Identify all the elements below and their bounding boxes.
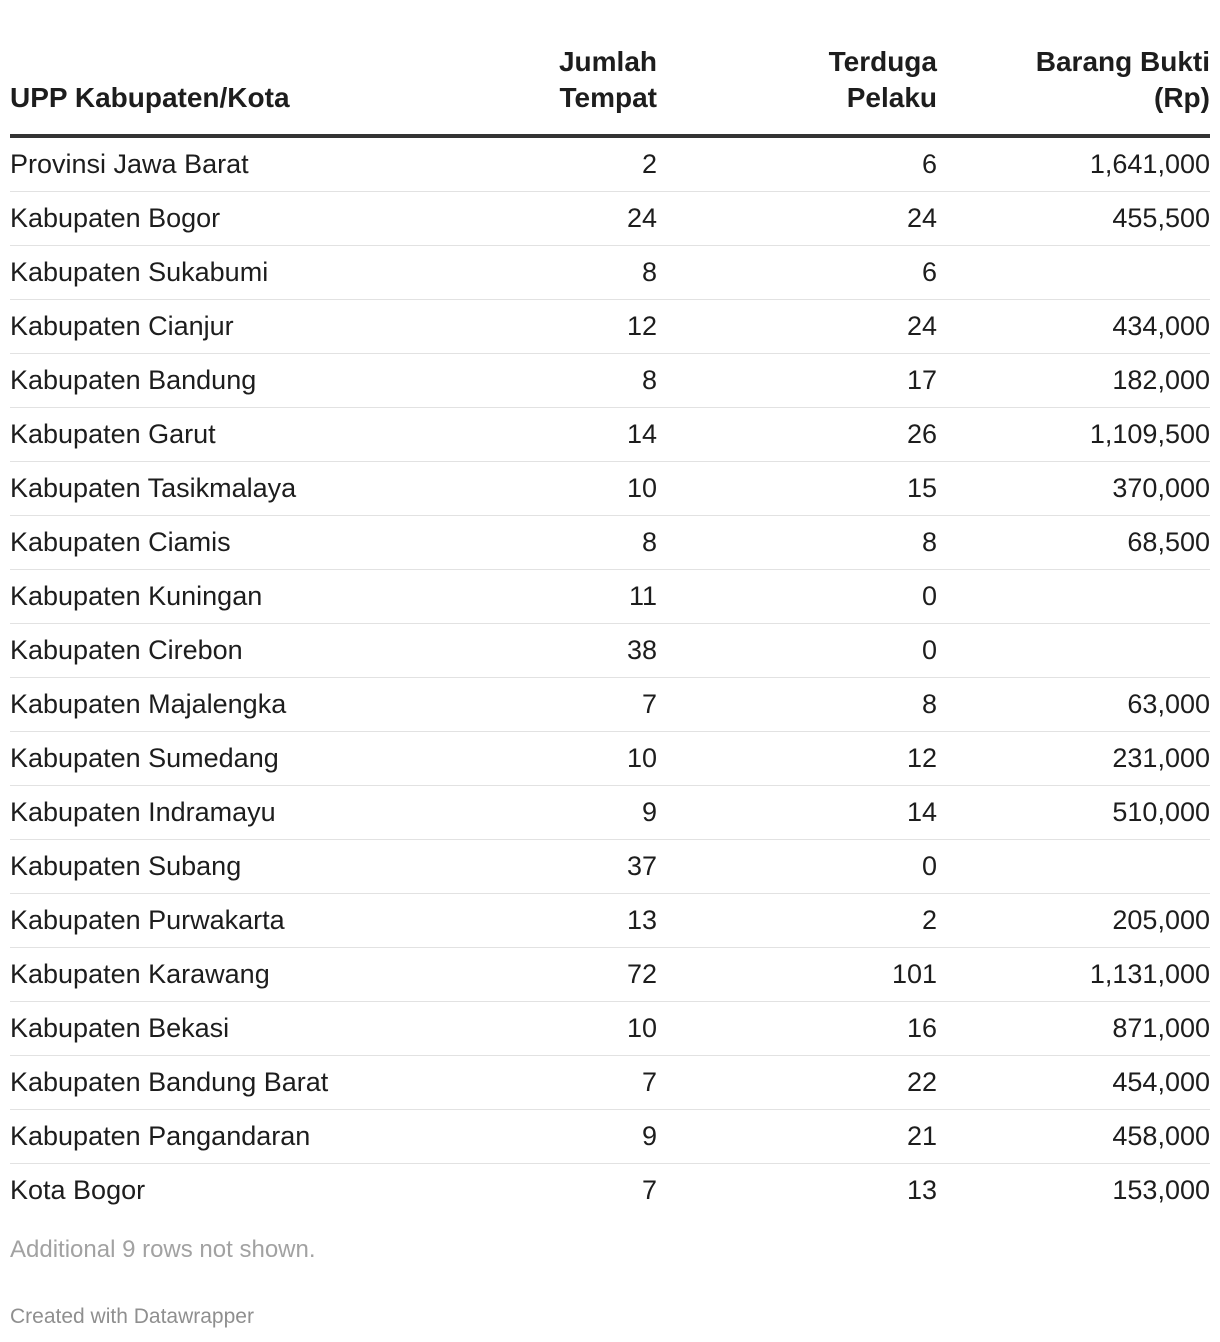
cell-jumlah-tempat: 37 (490, 840, 657, 894)
cell-name: Kabupaten Karawang (10, 948, 490, 1002)
table-row (10, 1002, 1210, 1056)
table-row (10, 840, 1210, 894)
header-barang-bukti-line2: (Rp) (1154, 82, 1210, 113)
data-table-container (10, 44, 1210, 1217)
cell-terduga-pelaku: 2 (657, 894, 937, 948)
table-row (10, 462, 1210, 516)
table-row (10, 732, 1210, 786)
cell-barang-bukti: 510,000 (937, 786, 1210, 840)
cell-barang-bukti: 205,000 (937, 894, 1210, 948)
cell-barang-bukti (937, 840, 1210, 894)
cell-terduga-pelaku: 22 (657, 1056, 937, 1110)
cell-terduga-pelaku: 17 (657, 354, 937, 408)
cell-barang-bukti (937, 570, 1210, 624)
cell-name: Kabupaten Tasikmalaya (10, 462, 490, 516)
cell-name: Kabupaten Cianjur (10, 300, 490, 354)
header-jumlah-tempat-line1: Jumlah (558, 46, 657, 77)
table-notes: Additional 9 rows not shown. (10, 1236, 316, 1263)
table-row (10, 1110, 1210, 1164)
cell-jumlah-tempat: 72 (490, 948, 657, 1002)
cell-name: Kabupaten Bandung Barat (10, 1056, 490, 1110)
cell-barang-bukti: 1,131,000 (937, 948, 1210, 1002)
cell-terduga-pelaku: 16 (657, 1002, 937, 1056)
table-body (10, 136, 1210, 1217)
header-barang-bukti[interactable] (937, 44, 1210, 136)
header-terduga-pelaku-line2: Pelaku (846, 82, 937, 113)
cell-barang-bukti: 871,000 (937, 1002, 1210, 1056)
cell-jumlah-tempat: 10 (490, 732, 657, 786)
cell-terduga-pelaku: 6 (657, 246, 937, 300)
table-row (10, 408, 1210, 462)
cell-terduga-pelaku: 24 (657, 192, 937, 246)
cell-name: Kabupaten Ciamis (10, 516, 490, 570)
cell-barang-bukti: 370,000 (937, 462, 1210, 516)
cell-terduga-pelaku: 0 (657, 624, 937, 678)
table-row (10, 894, 1210, 948)
cell-name: Kabupaten Bandung (10, 354, 490, 408)
cell-name: Kabupaten Indramayu (10, 786, 490, 840)
table-row (10, 136, 1210, 192)
header-upp-kabupaten-kota[interactable]: UPP Kabupaten/Kota (10, 44, 490, 136)
table-row (10, 354, 1210, 408)
cell-barang-bukti (937, 246, 1210, 300)
cell-name: Kabupaten Majalengka (10, 678, 490, 732)
cell-terduga-pelaku: 15 (657, 462, 937, 516)
table-row (10, 948, 1210, 1002)
cell-jumlah-tempat: 12 (490, 300, 657, 354)
cell-jumlah-tempat: 2 (490, 136, 657, 192)
cell-terduga-pelaku: 24 (657, 300, 937, 354)
cell-name: Kabupaten Kuningan (10, 570, 490, 624)
cell-name: Kabupaten Bekasi (10, 1002, 490, 1056)
cell-barang-bukti: 455,500 (937, 192, 1210, 246)
cell-barang-bukti: 458,000 (937, 1110, 1210, 1164)
header-jumlah-tempat[interactable] (490, 44, 657, 136)
cell-barang-bukti (937, 624, 1210, 678)
table-row (10, 786, 1210, 840)
cell-jumlah-tempat: 38 (490, 624, 657, 678)
table-row (10, 516, 1210, 570)
cell-jumlah-tempat: 7 (490, 678, 657, 732)
cell-jumlah-tempat: 8 (490, 246, 657, 300)
cell-barang-bukti: 153,000 (1112, 1175, 1210, 1205)
table-row (10, 300, 1210, 354)
cell-jumlah-tempat: 13 (490, 894, 657, 948)
datawrapper-credit[interactable]: Created with Datawrapper (10, 1305, 254, 1328)
cell-terduga-pelaku: 12 (657, 732, 937, 786)
table-row (10, 570, 1210, 624)
cell-barang-bukti: 1,641,000 (937, 136, 1210, 192)
cell-jumlah-tempat: 8 (490, 516, 657, 570)
cell-name: Kabupaten Bogor (10, 192, 490, 246)
cell-jumlah-tempat: 10 (490, 462, 657, 516)
cell-terduga-pelaku: 0 (657, 570, 937, 624)
cell-jumlah-tempat: 9 (490, 1110, 657, 1164)
table-row (10, 1164, 1210, 1218)
cell-barang-bukti: 182,000 (937, 354, 1210, 408)
cell-name: Kabupaten Garut (10, 408, 490, 462)
cell-name: Kabupaten Sumedang (10, 732, 490, 786)
cell-name: Kabupaten Subang (10, 840, 490, 894)
cell-jumlah-tempat: 10 (490, 1002, 657, 1056)
cell-terduga-pelaku: 8 (657, 678, 937, 732)
header-terduga-pelaku[interactable] (657, 44, 937, 136)
cell-name: Kabupaten Cirebon (10, 624, 490, 678)
cell-barang-bukti: 454,000 (937, 1056, 1210, 1110)
cell-jumlah-tempat: 9 (490, 786, 657, 840)
cell-terduga-pelaku: 13 (906, 1175, 937, 1205)
cell-terduga-pelaku: 14 (657, 786, 937, 840)
cell-jumlah-tempat: 24 (490, 192, 657, 246)
data-table (10, 44, 1210, 1217)
cell-terduga-pelaku: 21 (657, 1110, 937, 1164)
cell-terduga-pelaku: 0 (657, 840, 937, 894)
cell-name: Provinsi Jawa Barat (10, 136, 490, 192)
cell-barang-bukti: 434,000 (937, 300, 1210, 354)
cell-barang-bukti: 231,000 (937, 732, 1210, 786)
cell-jumlah-tempat: 7 (641, 1175, 657, 1205)
table-row (10, 1056, 1210, 1110)
cell-barang-bukti: 68,500 (937, 516, 1210, 570)
cell-barang-bukti: 63,000 (937, 678, 1210, 732)
header-terduga-pelaku-line1: Terduga (828, 46, 937, 77)
cell-terduga-pelaku: 26 (657, 408, 937, 462)
header-barang-bukti-line1: Barang Bukti (1035, 46, 1210, 77)
cell-terduga-pelaku: 8 (657, 516, 937, 570)
cell-name: Kabupaten Pangandaran (10, 1110, 490, 1164)
table-row (10, 678, 1210, 732)
table-header (10, 44, 1210, 136)
table-row (10, 246, 1210, 300)
cell-name: Kota Bogor (10, 1175, 146, 1205)
cell-jumlah-tempat: 7 (490, 1056, 657, 1110)
table-row (10, 192, 1210, 246)
cell-name: Kabupaten Sukabumi (10, 246, 490, 300)
cell-jumlah-tempat: 14 (490, 408, 657, 462)
cell-jumlah-tempat: 11 (490, 570, 657, 624)
cell-barang-bukti: 1,109,500 (937, 408, 1210, 462)
header-jumlah-tempat-line2: Tempat (559, 82, 657, 113)
header-row (10, 44, 1210, 136)
table-row (10, 624, 1210, 678)
cell-jumlah-tempat: 8 (490, 354, 657, 408)
cell-terduga-pelaku: 101 (657, 948, 937, 1002)
cell-terduga-pelaku: 6 (657, 136, 937, 192)
cell-name: Kabupaten Purwakarta (10, 894, 490, 948)
